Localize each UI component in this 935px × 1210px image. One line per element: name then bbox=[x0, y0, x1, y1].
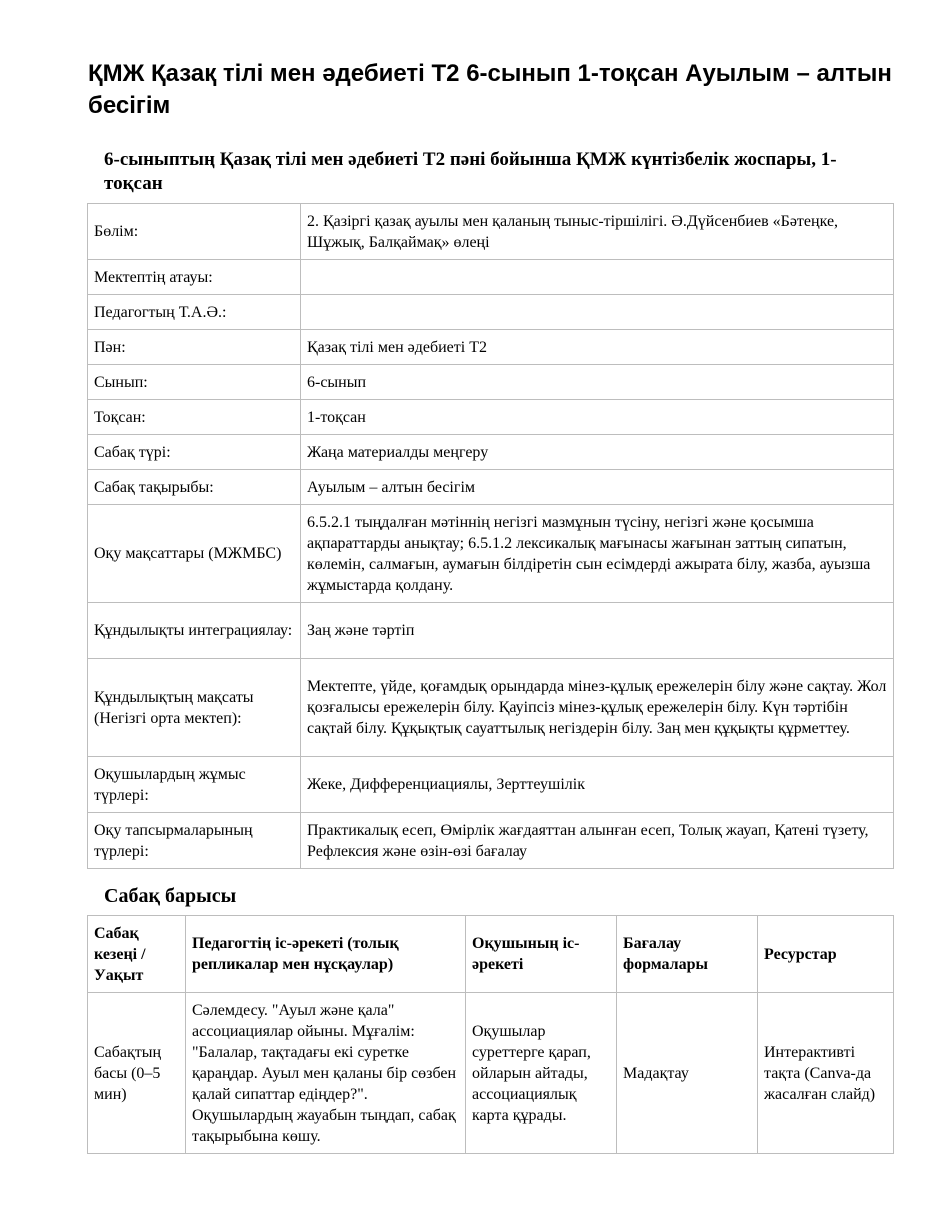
plan-heading: 6-сыныптың Қазақ тілі мен әдебиеті Т2 пәні бойынша ҚМЖ күнтізбелік жоспары, 1-тоқсан bbox=[104, 149, 837, 194]
cell-stage: Сабақтың басы (0–5 мин) bbox=[88, 993, 186, 1154]
row-label: Бөлім: bbox=[88, 204, 301, 260]
row-value: Жеке, Дифференциациялы, Зерттеушілік bbox=[301, 757, 894, 813]
row-label: Құндылықтың мақсаты (Негізгі орта мектеп): bbox=[88, 659, 301, 757]
table-row bbox=[88, 659, 894, 757]
row-label: Сабақ түрі: bbox=[88, 435, 301, 470]
row-value: Мектепте, үйде, қоғамдық орындарда мінез-құлық ережелерін білу және сақтау. Жол қозғалысы ережелерін білу. Қауіпсіз мінез-құлық ережелерін білу. Күн тәртібін сақтай білу. Құқықтық сауаттылық негіздерін білу. Заң мен құқықты құрметтеу. bbox=[301, 659, 894, 757]
row-label: Мектептің атауы: bbox=[88, 260, 301, 295]
row-label: Оқушылардың жұмыс түрлері: bbox=[88, 757, 301, 813]
table-row bbox=[88, 204, 894, 260]
cell-teacher-activity: Сәлемдесу. "Ауыл және қала" ассоциациялар ойыны. Мұғалім: "Балалар, тақтадағы екі суретке қараңдар. Ауыл мен қаланы бір сөзбен қалай сипаттар едіңдер?". Оқушылардың жауабын тыңдап, сабақ тақырыбына көшу. bbox=[186, 993, 466, 1154]
table-header-row bbox=[88, 916, 894, 993]
table-row bbox=[88, 603, 894, 659]
table-row bbox=[88, 400, 894, 435]
row-label: Сабақ тақырыбы: bbox=[88, 470, 301, 505]
table-row bbox=[88, 505, 894, 603]
column-header-resources: Ресурстар bbox=[758, 916, 894, 993]
row-label: Оқу мақсаттары (МЖМБС) bbox=[88, 505, 301, 603]
row-value: Қазақ тілі мен әдебиеті Т2 bbox=[301, 330, 894, 365]
column-header-student: Оқушының іс-әрекеті bbox=[466, 916, 617, 993]
row-label: Сынып: bbox=[88, 365, 301, 400]
lesson-progress-table bbox=[87, 915, 894, 1154]
column-header-assessment: Бағалау формалары bbox=[617, 916, 758, 993]
cell-student-activity: Оқушылар суреттерге қарап, ойларын айтады, ассоциациялық карта құрады. bbox=[466, 993, 617, 1154]
row-value: Заң және тәртіп bbox=[301, 603, 894, 659]
row-label: Оқу тапсырмаларының түрлері: bbox=[88, 813, 301, 869]
row-value: Жаңа материалды меңгеру bbox=[301, 435, 894, 470]
table-row bbox=[88, 470, 894, 505]
lesson-progress-heading: Сабақ барысы bbox=[104, 885, 237, 907]
table-row bbox=[88, 993, 894, 1154]
row-value bbox=[301, 295, 894, 330]
table-row bbox=[88, 260, 894, 295]
row-value: Практикалық есеп, Өмірлік жағдаяттан алынған есеп, Толық жауап, Қатені түзету, Рефлексия және өзін-өзі бағалау bbox=[301, 813, 894, 869]
lesson-info-table bbox=[87, 203, 894, 869]
row-value: Ауылым – алтын бесігім bbox=[301, 470, 894, 505]
row-label: Педагогтың Т.А.Ә.: bbox=[88, 295, 301, 330]
document-title: ҚМЖ Қазақ тілі мен әдебиеті Т2 6-сынып 1-тоқсан Ауылым – алтын бесігім bbox=[88, 60, 892, 119]
cell-resources: Интерактивті тақта (Canva-да жасалған слайд) bbox=[758, 993, 894, 1154]
table-row bbox=[88, 813, 894, 869]
row-value bbox=[301, 260, 894, 295]
column-header-teacher: Педагогтің іс-әрекеті (толық репликалар мен нұсқаулар) bbox=[186, 916, 466, 993]
row-label: Тоқсан: bbox=[88, 400, 301, 435]
table-row bbox=[88, 365, 894, 400]
table-row bbox=[88, 330, 894, 365]
row-value: 2. Қазіргі қазақ ауылы мен қаланың тыныс-тіршілігі. Ә.Дүйсенбиев «Бәтеңке, Шұжық, Балқаймақ» өлеңі bbox=[301, 204, 894, 260]
row-value: 1-тоқсан bbox=[301, 400, 894, 435]
row-label: Құндылықты интеграциялау: bbox=[88, 603, 301, 659]
row-value: 6-сынып bbox=[301, 365, 894, 400]
column-header-stage: Сабақ кезеңі / Уақыт bbox=[88, 916, 186, 993]
table-row bbox=[88, 295, 894, 330]
cell-assessment: Мадақтау bbox=[617, 993, 758, 1154]
row-value: 6.5.2.1 тыңдалған мәтіннің негізгі мазмұнын түсіну, негізгі және қосымша ақпараттарды анықтау; 6.5.1.2 лексикалық мағынасы жағынан заттың сипатын, көлемін, салмағын, аумағын білдіретін сын есімдерді ажырата білу, жазба, ауызша жұмыстарда қолдану. bbox=[301, 505, 894, 603]
table-row bbox=[88, 435, 894, 470]
row-label: Пән: bbox=[88, 330, 301, 365]
table-row bbox=[88, 757, 894, 813]
